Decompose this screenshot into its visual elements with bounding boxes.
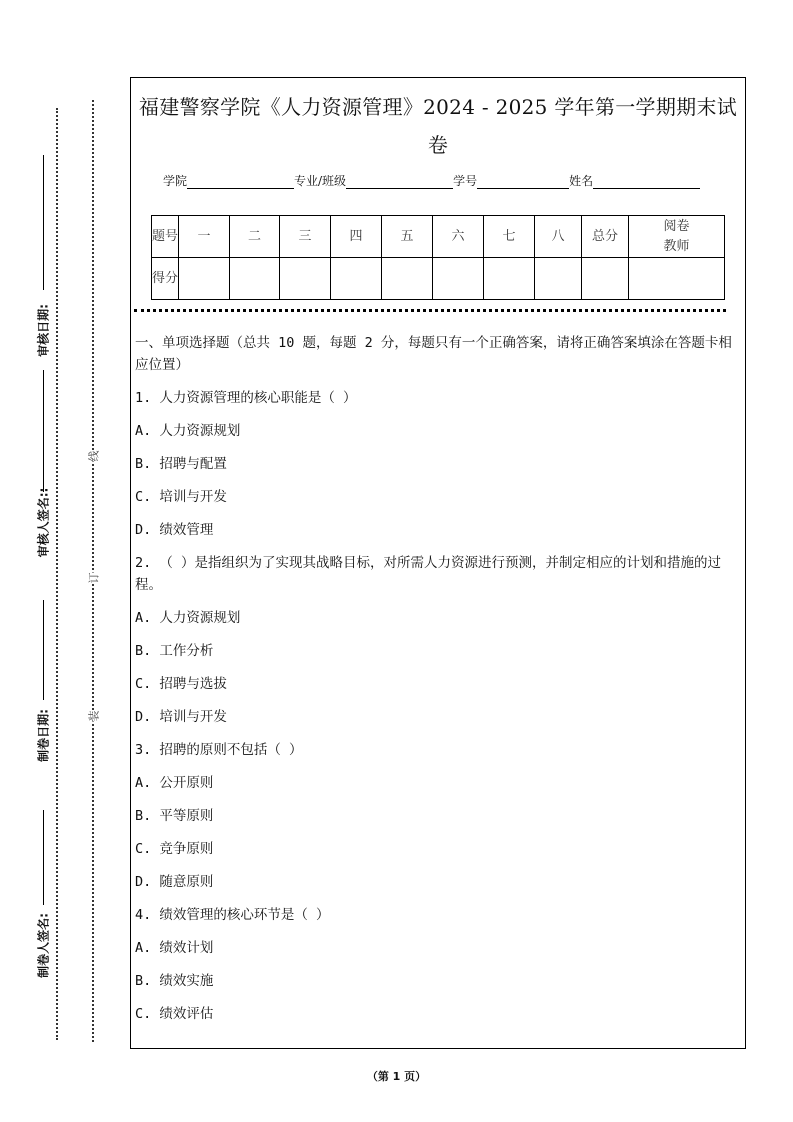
page-footer: （第 1 页） [366, 1070, 427, 1083]
make-date-label: 制卷日期: [36, 709, 51, 762]
review-date-label: 审核日期: [36, 304, 51, 357]
review-date-line [43, 155, 44, 290]
option: C. 绩效评估 [135, 1006, 214, 1022]
binding-dotted-line-outer [56, 108, 58, 1040]
student-info [163, 172, 700, 189]
exam-body [135, 332, 741, 1036]
score-cell[interactable] [629, 258, 725, 300]
header-cell: 题号 [152, 216, 179, 258]
option: B. 平等原则 [135, 808, 214, 824]
score-row-label: 得分 [152, 258, 179, 300]
college-label: 学院 [163, 174, 188, 188]
major-label: 专业/班级 [294, 174, 347, 188]
binding-dotted-line-inner [92, 100, 94, 1042]
name-label: 姓名 [569, 174, 594, 188]
name-field[interactable] [593, 174, 700, 189]
reviewer-sign-line [43, 370, 44, 492]
bind-char-bind: 装 [87, 710, 101, 722]
score-header-row [152, 216, 725, 258]
score-cell[interactable] [179, 258, 230, 300]
reviewer-sign-label: 审核人签名:: [36, 487, 51, 558]
make-date-line [43, 600, 44, 700]
score-cell[interactable] [535, 258, 582, 300]
question-stem: 4. 绩效管理的核心环节是（ ） [135, 907, 330, 923]
header-cell: 二 [230, 216, 280, 258]
score-cell[interactable] [582, 258, 629, 300]
score-cell[interactable] [433, 258, 484, 300]
title-line-2: 卷 [427, 133, 449, 157]
title-line-1: 福建警察学院《人力资源管理》2024 - 2025 学年第一学期期末试 [138, 95, 738, 119]
header-cell: 三 [280, 216, 331, 258]
score-cell[interactable] [280, 258, 331, 300]
student-id-label: 学号 [453, 174, 478, 188]
option: B. 工作分析 [135, 643, 214, 659]
score-cell[interactable] [230, 258, 280, 300]
exam-title [134, 88, 742, 164]
header-cell: 总分 [582, 216, 629, 258]
college-field[interactable] [187, 174, 294, 189]
option: C. 竞争原则 [135, 841, 214, 857]
score-cell[interactable] [382, 258, 433, 300]
header-cell: 阅卷教师 [629, 216, 725, 258]
option: D. 绩效管理 [135, 522, 214, 538]
separator-dotted-line [134, 309, 726, 312]
option: D. 培训与开发 [135, 709, 227, 725]
student-id-field[interactable] [477, 174, 569, 189]
option: D. 随意原则 [135, 874, 214, 890]
option: A. 公开原则 [135, 775, 214, 791]
header-cell: 四 [331, 216, 382, 258]
option: B. 绩效实施 [135, 973, 214, 989]
bind-char-staple: 订 [87, 572, 101, 584]
header-cell: 六 [433, 216, 484, 258]
option: C. 培训与开发 [135, 489, 227, 505]
major-field[interactable] [346, 174, 453, 189]
bind-char-line: 线 [87, 450, 101, 462]
option: A. 绩效计划 [135, 940, 214, 956]
header-cell: 五 [382, 216, 433, 258]
header-cell: 一 [179, 216, 230, 258]
maker-sign-label: 制卷人签名: [36, 913, 51, 978]
question-stem: 3. 招聘的原则不包括（ ） [135, 742, 303, 758]
question-stem: 2. （ ）是指组织为了实现其战略目标，对所需人力资源进行预测，并制定相应的计划和措施的过程。 [135, 555, 722, 593]
maker-sign-line [43, 810, 44, 905]
score-table [151, 215, 725, 300]
score-cell[interactable] [331, 258, 382, 300]
option: C. 招聘与选拔 [135, 676, 227, 692]
score-row [152, 258, 725, 300]
question-stem: 1. 人力资源管理的核心职能是（ ） [135, 390, 357, 406]
option: A. 人力资源规划 [135, 423, 241, 439]
option: A. 人力资源规划 [135, 610, 241, 626]
header-cell: 八 [535, 216, 582, 258]
section-header: 一、单项选择题（总共 10 题，每题 2 分，每题只有一个正确答案，请将正确答案填涂在答题卡相应位置） [135, 335, 732, 373]
header-cell: 七 [484, 216, 535, 258]
score-cell[interactable] [484, 258, 535, 300]
option: B. 招聘与配置 [135, 456, 227, 472]
